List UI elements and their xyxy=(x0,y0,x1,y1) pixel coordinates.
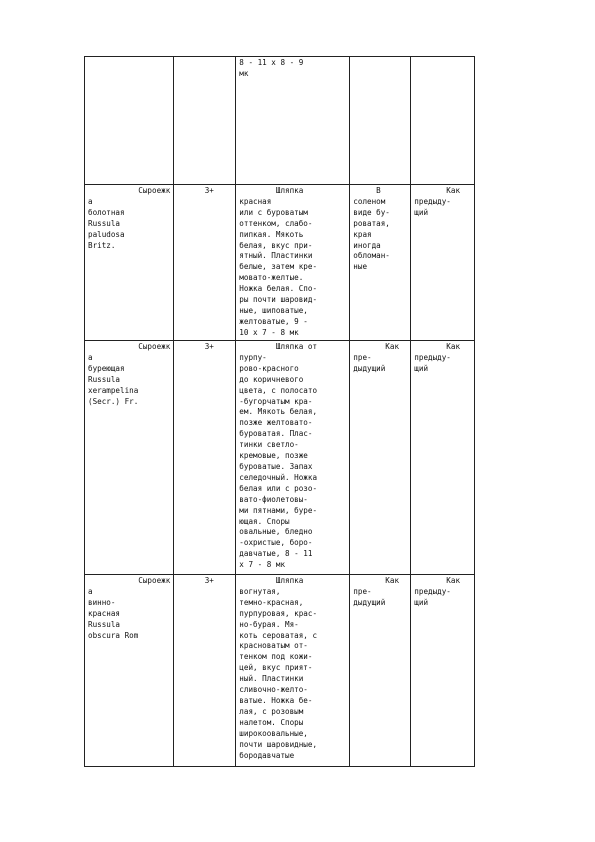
description-cell: 8 - 11 x 8 - 9 мк xyxy=(236,57,350,185)
table-row xyxy=(85,341,475,575)
edibility-cell: 3+ xyxy=(174,575,236,767)
habitat-cell: Как предыду- щий xyxy=(411,575,475,767)
species-name-cell: Сыроежк а винно- красная Russula obscura Rom xyxy=(85,575,174,767)
description-cell: Шляпка от пурпу- рово-красного до коричневого цвета, с полосато -бугорчатым кра- ем. Мякоть белая, позже желтовато- буроватая. Плас- тинки светло- кремовые, позже буроватые. Запах селедочный. Ножка белая или с розо- вато-фиолетовы- ми пятнами, буре- ющая. Споры овальные, бледно -охристые, боро- давчатые, 8 - 11 x 7 - 8 мк xyxy=(236,341,350,575)
description-cell: Шляпка вогнутая, темно-красная, пурпуровая, крас- но-бурая. Мя- коть сероватая, с красноватым от- тенком под кожи- цей, вкус прият- ный. Пластинки сливочно-желто- ватые. Ножка бе- лая, с розовым налетом. Споры широкоовальные, почти шаровидные, бородавчатые xyxy=(236,575,350,767)
table-row xyxy=(85,57,475,185)
color-change-cell: Как пре- дыдущий xyxy=(350,575,411,767)
color-change-cell: Как пре- дыдущий xyxy=(350,341,411,575)
edibility-cell: 3+ xyxy=(174,185,236,341)
habitat-cell: Как предыду- щий xyxy=(411,185,475,341)
edibility-cell: 3+ xyxy=(174,341,236,575)
table-row xyxy=(85,185,475,341)
color-change-cell: В соленом виде бу- роватая, края иногда обломан- ные xyxy=(350,185,411,341)
habitat-cell xyxy=(411,57,475,185)
species-name-cell: Сыроежк а буреющая Russula xerampelina (Secr.) Fr. xyxy=(85,341,174,575)
description-cell: Шляпка красная или с буроватым оттенком, слабо- пипкая. Мякоть белая, вкус при- ятный. Пластинки белые, затем кре- мовато-желтые. Ножка белая. Спо- ры почти шаровид- ные, шиповатые, желтоватые, 9 - 10 x 7 - 8 мк xyxy=(236,185,350,341)
mushroom-table xyxy=(84,56,475,767)
color-change-cell xyxy=(350,57,411,185)
table-row xyxy=(85,575,475,767)
edibility-cell xyxy=(174,57,236,185)
species-name-cell xyxy=(85,57,174,185)
species-name-cell: Сыроежк а болотная Russula paludosa Britz. xyxy=(85,185,174,341)
habitat-cell: Как предыду- щий xyxy=(411,341,475,575)
